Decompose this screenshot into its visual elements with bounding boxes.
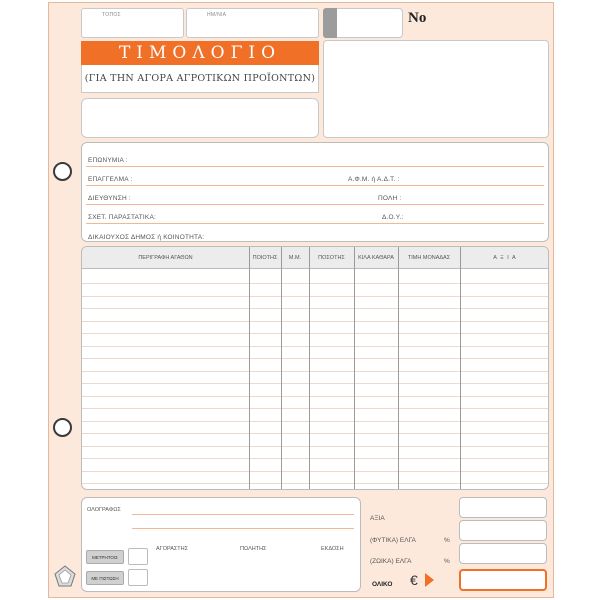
serial-field[interactable] [337,8,403,38]
side-print-text [52,230,74,390]
client-field-label: Δ.Ο.Υ.: [382,214,404,221]
items-table [81,246,549,490]
place-field[interactable] [81,8,184,38]
client-field-label: ΠΟΛΗ : [378,195,402,202]
column-divider [309,247,310,489]
item-row-line [82,483,548,484]
in-words-line[interactable] [132,514,354,515]
column-header: ΠΟΙΟΤΗΣ [252,254,278,261]
item-row-line [82,421,548,422]
total-label: ΟΛΙΚΟ [372,581,393,588]
euro-sign: € [410,572,418,588]
issuer-label: ΕΚΔΟΣΗ [321,546,344,552]
cash-button[interactable]: ΜΕΤΡΗΤΟΙΣ [86,550,124,564]
client-row[interactable] [86,224,544,243]
column-header: Μ.Μ. [288,254,302,261]
item-row-line [82,383,548,384]
column-divider [354,247,355,489]
place-label: ΤΟΠΟΣ [102,12,121,18]
serial-number-label: Νο [408,10,427,26]
buyer-label: ΑΓΟΡΑΣΤΗΣ [156,546,189,552]
client-field-label: ΕΠΩΝΥΜΙΑ : [88,157,128,164]
credit-button[interactable]: ΜΕ ΠΙΣΤΩΣΗ [86,571,124,585]
item-row-line [82,433,548,434]
date-field[interactable] [186,8,319,38]
item-row-line [82,283,548,284]
column-divider [281,247,282,489]
issuer-box[interactable] [81,98,319,138]
item-row-line [82,408,548,409]
plant-elga-label: (ΦΥΤΙΚΑ) ΕΛΓΑ [370,537,416,544]
animal-elga-label: (ΖΩΙΚΑ) ΕΛΓΑ [370,558,412,565]
in-words-line[interactable] [132,528,354,529]
client-field-label: ΕΠΑΓΓΕΛΜΑ : [88,176,133,183]
column-header: ΠΕΡΙΓΡΑΦΗ ΑΓΑΘΩΝ [138,254,193,261]
value-amount-field[interactable] [459,497,547,518]
client-field-label: Α.Φ.Μ. ή Α.Δ.Τ. : [348,176,400,183]
seller-label: ΠΩΛΗΤΗΣ [240,546,267,552]
item-row-line [82,371,548,372]
cash-checkbox[interactable] [128,548,148,565]
plant-elga-amount-field[interactable] [459,520,547,541]
column-divider [398,247,399,489]
item-row-line [82,308,548,309]
column-header: ΚΙΛΑ ΚΑΘΑΡΑ [358,254,394,261]
item-row-line [82,446,548,447]
in-words-label: ΟΛΟΓΡΑΦΩΣ [87,507,121,513]
binder-hole [53,418,72,437]
column-header: Α Ξ Ι Α [493,254,517,261]
item-row-line [82,458,548,459]
item-row-line [82,321,548,322]
items-table-header [82,247,548,269]
item-row-line [82,333,548,334]
client-row[interactable] [86,148,544,167]
serial-tag [323,8,337,38]
column-header: ΤΙΜΗ ΜΟΝΑΔΑΣ [407,254,451,261]
invoice-title: ΤΙΜΟΛΟΓΙΟ [81,41,319,65]
animal-elga-amount-field[interactable] [459,543,547,564]
item-row-line [82,396,548,397]
invoice-subtitle: (ΓΙΑ ΤΗΝ ΑΓΟΡΑ ΑΓΡΟΤΙΚΩΝ ΠΡΟΪΟΝΤΩΝ) [81,65,319,93]
arrow-right-icon [425,573,434,587]
credit-checkbox[interactable] [128,569,148,586]
signatures-box [81,497,361,592]
binder-hole [53,162,72,181]
client-details [81,142,549,242]
plant-percent: % [444,537,450,544]
item-row-line [82,346,548,347]
item-row-line [82,296,548,297]
client-field-label: ΔΙΕΥΘΥΝΣΗ : [88,195,131,202]
stamp-box[interactable] [323,40,549,138]
grand-total-field[interactable] [459,569,547,591]
item-row-line [82,358,548,359]
value-label: ΑΞΙΑ [370,515,385,522]
publisher-logo-icon [54,565,76,587]
client-row[interactable] [86,186,544,205]
client-field-label: ΣΧΕΤ. ΠΑΡΑΣΤΑΤΙΚΑ: [88,214,156,221]
item-row-line [82,471,548,472]
client-row[interactable] [86,205,544,224]
client-row[interactable] [86,167,544,186]
column-divider [460,247,461,489]
client-field-label: ΔΙΚΑΙΟΥΧΟΣ ΔΗΜΟΣ ή ΚΟΙΝΟΤΗΤΑ: [88,234,205,241]
column-divider [249,247,250,489]
animal-percent: % [444,558,450,565]
date-label: ΗΜ/ΝΙΑ [207,12,227,18]
place-date-row [81,8,319,38]
column-header: ΠΟΣΟΤΗΣ [318,254,345,261]
